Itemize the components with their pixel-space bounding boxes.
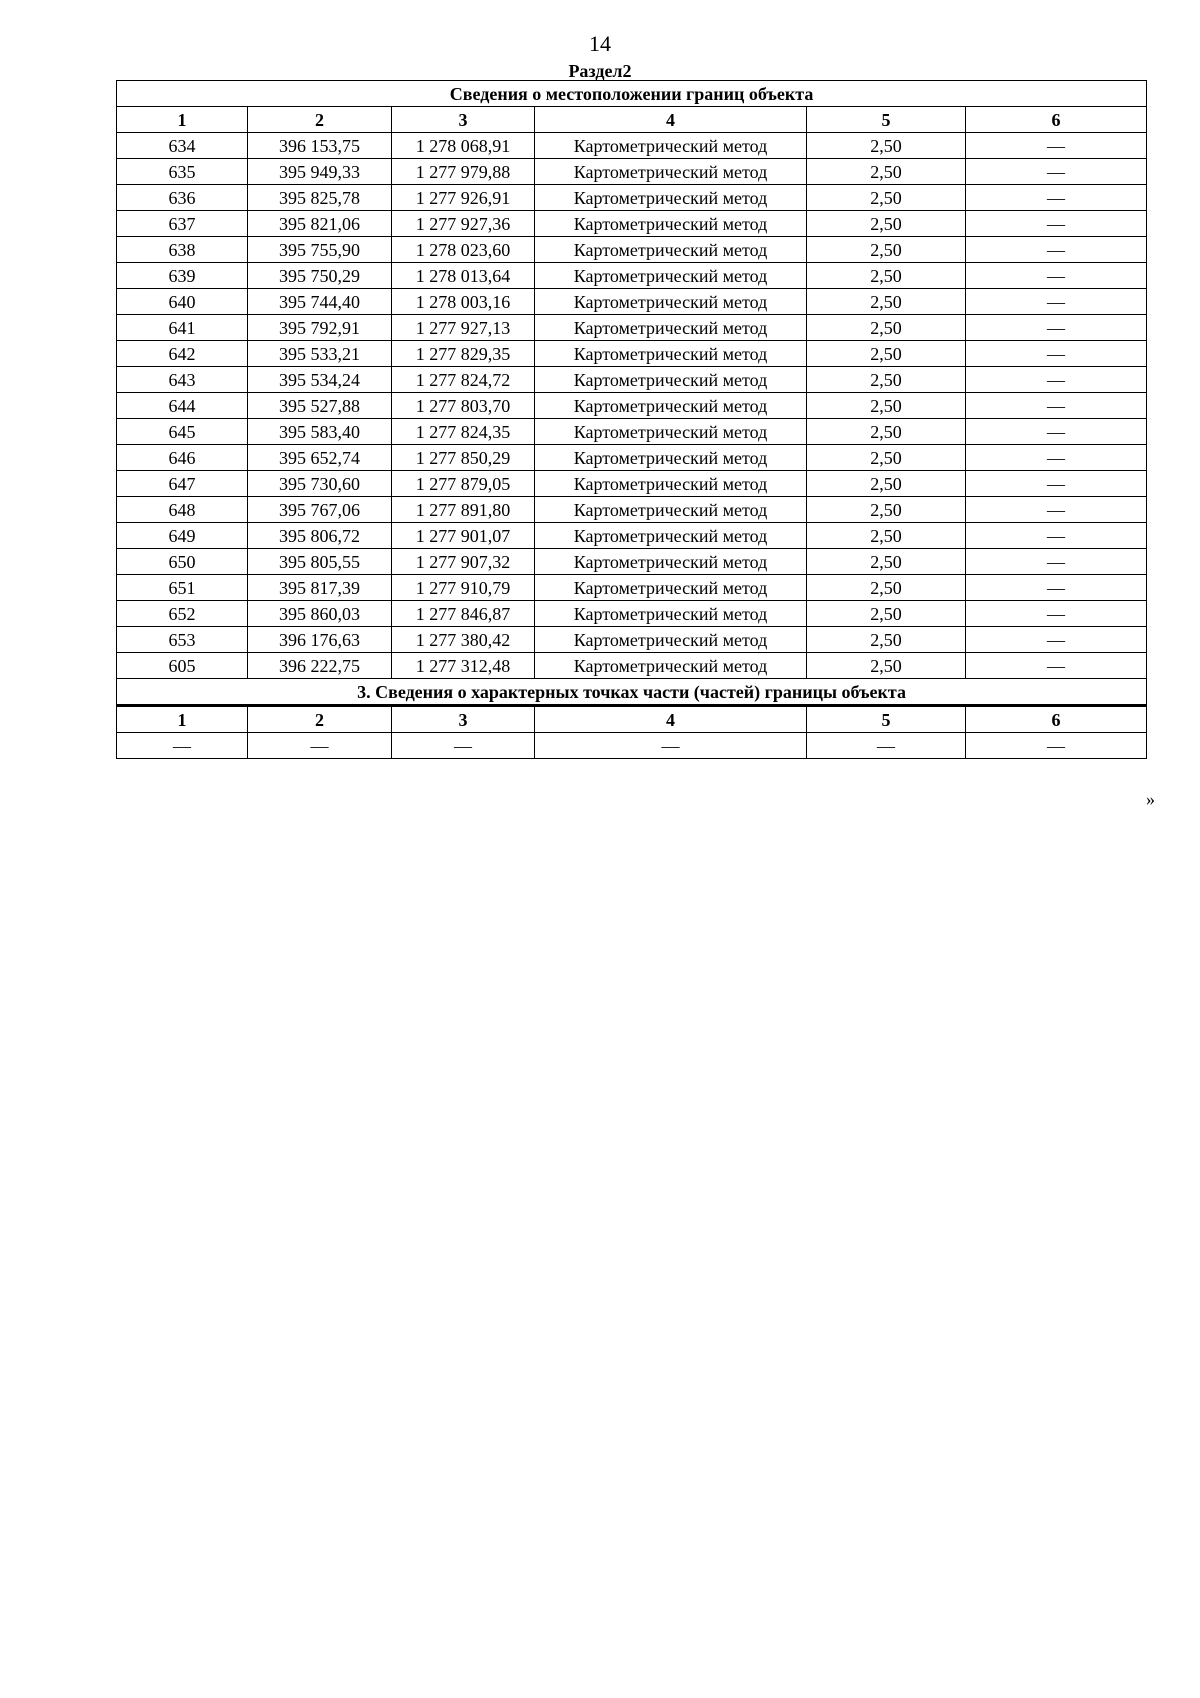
table-cell: Картометрический метод bbox=[535, 159, 807, 185]
table-cell: 1 277 926,91 bbox=[392, 185, 535, 211]
table-cell: 2,50 bbox=[807, 367, 966, 393]
table-row bbox=[117, 211, 1147, 237]
table-cell: Картометрический метод bbox=[535, 211, 807, 237]
table-cell: 395 750,29 bbox=[248, 263, 392, 289]
table-cell: 396 222,75 bbox=[248, 653, 392, 679]
table-cell: — bbox=[966, 445, 1147, 471]
table-cell: Картометрический метод bbox=[535, 237, 807, 263]
table-cell: Картометрический метод bbox=[535, 549, 807, 575]
table-cell: 395 825,78 bbox=[248, 185, 392, 211]
table-cell: 649 bbox=[117, 523, 248, 549]
table-row bbox=[117, 367, 1147, 393]
table-cell: — bbox=[966, 523, 1147, 549]
table-cell: 395 755,90 bbox=[248, 237, 392, 263]
table-cell: 395 534,24 bbox=[248, 367, 392, 393]
table-cell: 1 277 312,48 bbox=[392, 653, 535, 679]
table-cell: 2,50 bbox=[807, 627, 966, 653]
table-row bbox=[117, 419, 1147, 445]
table-cell: 2,50 bbox=[807, 549, 966, 575]
table-cell: 395 817,39 bbox=[248, 575, 392, 601]
table-cell: Картометрический метод bbox=[535, 575, 807, 601]
table-cell: 395 583,40 bbox=[248, 419, 392, 445]
table-row bbox=[117, 289, 1147, 315]
table-cell: 1 277 927,13 bbox=[392, 315, 535, 341]
table-row bbox=[117, 575, 1147, 601]
table-cell: 1 277 901,07 bbox=[392, 523, 535, 549]
table-cell: 643 bbox=[117, 367, 248, 393]
table-cell: — bbox=[966, 263, 1147, 289]
table-cell: 636 bbox=[117, 185, 248, 211]
table-cell: 1 277 879,05 bbox=[392, 471, 535, 497]
table-cell: 645 bbox=[117, 419, 248, 445]
table-cell: — bbox=[535, 733, 807, 759]
table-cell: Картометрический метод bbox=[535, 289, 807, 315]
column-header: 1 bbox=[117, 107, 248, 133]
table-cell: — bbox=[392, 733, 535, 759]
table-cell: — bbox=[966, 211, 1147, 237]
table-cell: 1 277 824,72 bbox=[392, 367, 535, 393]
table-cell: — bbox=[966, 419, 1147, 445]
table-cell: 640 bbox=[117, 289, 248, 315]
table-cell: 1 277 891,80 bbox=[392, 497, 535, 523]
table-cell: 2,50 bbox=[807, 263, 966, 289]
table-cell: 395 805,55 bbox=[248, 549, 392, 575]
table-cell: 1 278 068,91 bbox=[392, 133, 535, 159]
table-cell: 2,50 bbox=[807, 237, 966, 263]
table-cell: 653 bbox=[117, 627, 248, 653]
table-cell: 395 821,06 bbox=[248, 211, 392, 237]
table-cell: 639 bbox=[117, 263, 248, 289]
table-row bbox=[117, 601, 1147, 627]
column-header: 4 bbox=[535, 706, 807, 733]
table-cell: 2,50 bbox=[807, 393, 966, 419]
table-cell: 2,50 bbox=[807, 315, 966, 341]
table-cell: 395 806,72 bbox=[248, 523, 392, 549]
table-cell: — bbox=[966, 497, 1147, 523]
table-cell: — bbox=[966, 289, 1147, 315]
table-cell: Картометрический метод bbox=[535, 341, 807, 367]
table-cell: 395 860,03 bbox=[248, 601, 392, 627]
table-cell: 637 bbox=[117, 211, 248, 237]
table-cell: 395 744,40 bbox=[248, 289, 392, 315]
table-cell: Картометрический метод bbox=[535, 393, 807, 419]
column-header: 2 bbox=[248, 706, 392, 733]
table-cell: 1 278 013,64 bbox=[392, 263, 535, 289]
column-header: 2 bbox=[248, 107, 392, 133]
column-header: 6 bbox=[966, 706, 1147, 733]
table-row bbox=[117, 185, 1147, 211]
table-cell: — bbox=[966, 341, 1147, 367]
column-header: 5 bbox=[807, 706, 966, 733]
table-cell: 1 278 023,60 bbox=[392, 237, 535, 263]
table-cell: 635 bbox=[117, 159, 248, 185]
column-header: 6 bbox=[966, 107, 1147, 133]
table-cell: 2,50 bbox=[807, 471, 966, 497]
table-cell: — bbox=[966, 575, 1147, 601]
column-header: 5 bbox=[807, 107, 966, 133]
table-cell: — bbox=[966, 367, 1147, 393]
table-row bbox=[117, 237, 1147, 263]
table-cell: 2,50 bbox=[807, 211, 966, 237]
table-cell: 2,50 bbox=[807, 185, 966, 211]
table-cell: 1 277 850,29 bbox=[392, 445, 535, 471]
table-cell: 652 bbox=[117, 601, 248, 627]
table-cell: — bbox=[807, 733, 966, 759]
table-cell: Картометрический метод bbox=[535, 367, 807, 393]
table-cell: 2,50 bbox=[807, 601, 966, 627]
table-cell: Картометрический метод bbox=[535, 133, 807, 159]
table-cell: Картометрический метод bbox=[535, 627, 807, 653]
table-cell: 1 277 927,36 bbox=[392, 211, 535, 237]
table-cell: 2,50 bbox=[807, 575, 966, 601]
table-cell: 1 277 829,35 bbox=[392, 341, 535, 367]
table1-header-row bbox=[117, 107, 1147, 133]
table-row bbox=[117, 653, 1147, 679]
table-cell: 605 bbox=[117, 653, 248, 679]
table-cell: 1 277 979,88 bbox=[392, 159, 535, 185]
table-cell: 644 bbox=[117, 393, 248, 419]
table-cell: 2,50 bbox=[807, 653, 966, 679]
table-cell: — bbox=[248, 733, 392, 759]
boundary-table-body bbox=[117, 81, 1147, 759]
table-cell: 638 bbox=[117, 237, 248, 263]
table-cell: 395 652,74 bbox=[248, 445, 392, 471]
table-cell: 647 bbox=[117, 471, 248, 497]
section-title: Раздел2 bbox=[568, 61, 632, 81]
page-number: 14 bbox=[589, 31, 611, 56]
table-cell: Картометрический метод bbox=[535, 315, 807, 341]
table-cell: 395 527,88 bbox=[248, 393, 392, 419]
table2-caption: 3. Сведения о характерных точках части (частей) границы объекта bbox=[117, 679, 1147, 706]
table-cell: 2,50 bbox=[807, 341, 966, 367]
table-cell: 642 bbox=[117, 341, 248, 367]
table-row bbox=[117, 497, 1147, 523]
table-cell: 2,50 bbox=[807, 445, 966, 471]
table-row bbox=[117, 445, 1147, 471]
table-cell: 634 bbox=[117, 133, 248, 159]
boundary-table bbox=[116, 80, 1147, 759]
column-header: 3 bbox=[392, 107, 535, 133]
table-cell: Картометрический метод bbox=[535, 185, 807, 211]
table2-header-row bbox=[117, 706, 1147, 733]
table-cell: 651 bbox=[117, 575, 248, 601]
table-cell: 2,50 bbox=[807, 133, 966, 159]
table-cell: — bbox=[966, 653, 1147, 679]
table-row bbox=[117, 549, 1147, 575]
table-cell: — bbox=[966, 237, 1147, 263]
table-cell: 646 bbox=[117, 445, 248, 471]
table-cell: 650 bbox=[117, 549, 248, 575]
table-cell: — bbox=[966, 601, 1147, 627]
table-cell: — bbox=[966, 627, 1147, 653]
table-cell: 396 176,63 bbox=[248, 627, 392, 653]
table-cell: Картометрический метод bbox=[535, 419, 807, 445]
table-row bbox=[117, 159, 1147, 185]
table-cell: 395 767,06 bbox=[248, 497, 392, 523]
table-cell: 641 bbox=[117, 315, 248, 341]
table-cell: 648 bbox=[117, 497, 248, 523]
table-cell: Картометрический метод bbox=[535, 471, 807, 497]
table-cell: 1 277 824,35 bbox=[392, 419, 535, 445]
table-cell: 2,50 bbox=[807, 419, 966, 445]
table-cell: Картометрический метод bbox=[535, 601, 807, 627]
table-row bbox=[117, 315, 1147, 341]
table-cell: 1 277 846,87 bbox=[392, 601, 535, 627]
table-cell: Картометрический метод bbox=[535, 497, 807, 523]
table-cell: Картометрический метод bbox=[535, 445, 807, 471]
table-cell: 1 277 907,32 bbox=[392, 549, 535, 575]
table-cell: Картометрический метод bbox=[535, 263, 807, 289]
column-header: 3 bbox=[392, 706, 535, 733]
table-cell: 395 949,33 bbox=[248, 159, 392, 185]
table-row bbox=[117, 133, 1147, 159]
table-cell: — bbox=[117, 733, 248, 759]
table-cell: 395 792,91 bbox=[248, 315, 392, 341]
table-cell: 395 730,60 bbox=[248, 471, 392, 497]
table-cell: Картометрический метод bbox=[535, 523, 807, 549]
table-row bbox=[117, 627, 1147, 653]
table-cell: 1 277 910,79 bbox=[392, 575, 535, 601]
table-cell: 395 533,21 bbox=[248, 341, 392, 367]
table-row bbox=[117, 263, 1147, 289]
table-cell: 2,50 bbox=[807, 159, 966, 185]
column-header: 1 bbox=[117, 706, 248, 733]
table-cell: — bbox=[966, 549, 1147, 575]
table-cell: — bbox=[966, 159, 1147, 185]
table-cell: 1 277 380,42 bbox=[392, 627, 535, 653]
table-cell: Картометрический метод bbox=[535, 653, 807, 679]
table2-caption-row bbox=[117, 679, 1147, 706]
table-row bbox=[117, 341, 1147, 367]
table-cell: 2,50 bbox=[807, 497, 966, 523]
table-row bbox=[117, 523, 1147, 549]
table-cell: 1 277 803,70 bbox=[392, 393, 535, 419]
table-cell: 396 153,75 bbox=[248, 133, 392, 159]
closing-quote-mark: » bbox=[1146, 789, 1155, 809]
table-cell: 1 278 003,16 bbox=[392, 289, 535, 315]
table-cell: — bbox=[966, 133, 1147, 159]
table-cell: 2,50 bbox=[807, 289, 966, 315]
column-header: 4 bbox=[535, 107, 807, 133]
table-row bbox=[117, 471, 1147, 497]
table-row bbox=[117, 393, 1147, 419]
table-cell: — bbox=[966, 185, 1147, 211]
table-cell: 2,50 bbox=[807, 523, 966, 549]
table-row bbox=[117, 733, 1147, 759]
table-cell: — bbox=[966, 393, 1147, 419]
table1-caption-row bbox=[117, 81, 1147, 107]
table-cell: — bbox=[966, 471, 1147, 497]
table-cell: — bbox=[966, 733, 1147, 759]
table1-caption: Сведения о местоположении границ объекта bbox=[117, 81, 1147, 107]
table-cell: — bbox=[966, 315, 1147, 341]
